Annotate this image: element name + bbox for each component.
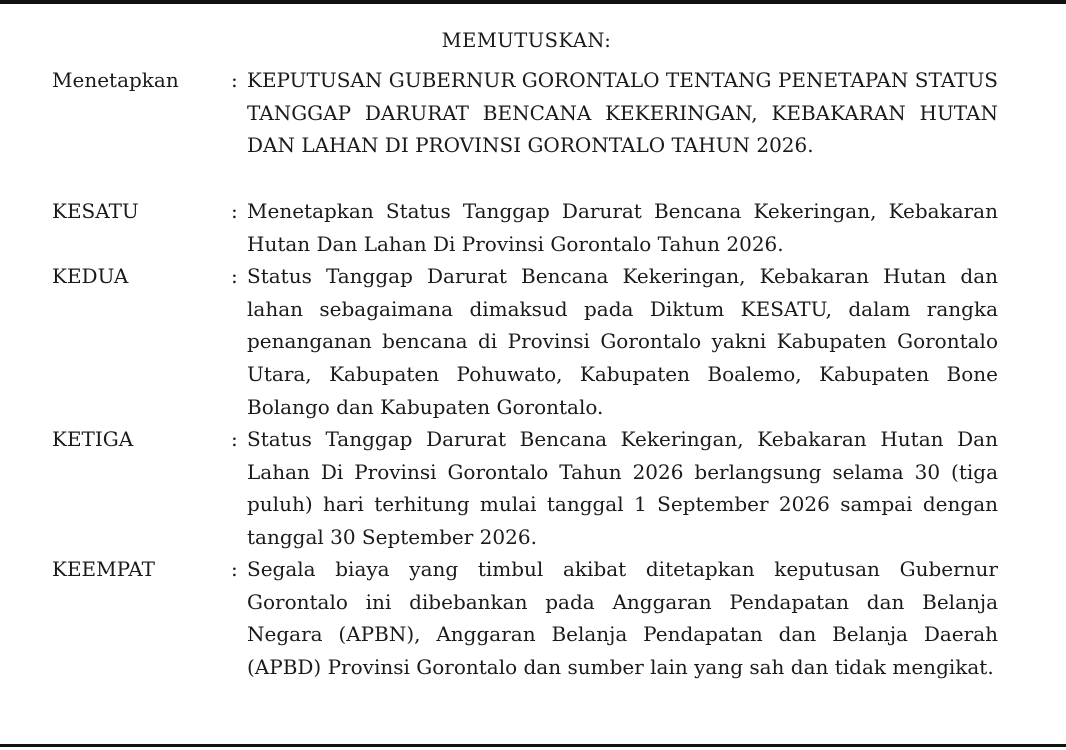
document-heading: MEMUTUSKAN: <box>441 29 612 52</box>
bottom-border-line <box>0 744 1066 747</box>
section-label: Menetapkan <box>52 68 179 92</box>
section-text: KEPUTUSAN GUBERNUR GORONTALO TENTANG PENETAPAN STATUS TANGGAP DARURAT BENCANA KEKERINGAN, KEBAKARAN HUTAN DAN LAHAN DI PROVINSI GORONTALO TAHUN 2026. <box>247 68 998 158</box>
section-colon: : <box>231 199 238 223</box>
section-label: KETIGA <box>52 427 134 451</box>
section-colon: : <box>231 557 238 581</box>
section-text: Status Tanggap Darurat Bencana Kekeringan, Kebakaran Hutan dan lahan sebagaimana dimaksud pada Diktum KESATU, dalam rangka penanganan bencana di Provinsi Gorontalo yakni Kabupaten Gorontalo Utara, Kabupaten Pohuwato, Kabupaten Boalemo, Kabupaten Bone Bolango dan Kabupaten Gorontalo. <box>247 264 998 419</box>
section-text: Segala biaya yang timbul akibat ditetapkan keputusan Gubernur Gorontalo ini dibebankan pada Anggaran Pendapatan dan Belanja Negara (APBN), Anggaran Belanja Pendapatan dan Belanja Daerah (APBD) Provinsi Gorontalo dan sumber lain yang sah dan tidak mengikat. <box>247 557 998 680</box>
section-label: KEEMPAT <box>52 557 155 581</box>
section-text: Menetapkan Status Tanggap Darurat Bencana Kekeringan, Kebakaran Hutan Dan Lahan Di Provinsi Gorontalo Tahun 2026. <box>247 199 998 256</box>
section-colon: : <box>231 427 238 451</box>
section-label: KEDUA <box>52 264 129 288</box>
section-text: Status Tanggap Darurat Bencana Kekeringan, Kebakaran Hutan Dan Lahan Di Provinsi Gorontalo Tahun 2026 berlangsung selama 30 (tiga puluh) hari terhitung mulai tanggal 1 September 2026 sampai dengan tanggal 30 September 2026. <box>247 427 998 550</box>
section-label: KESATU <box>52 199 139 223</box>
section-colon: : <box>231 68 238 92</box>
top-border-line <box>0 0 1066 4</box>
section-colon: : <box>231 264 238 288</box>
